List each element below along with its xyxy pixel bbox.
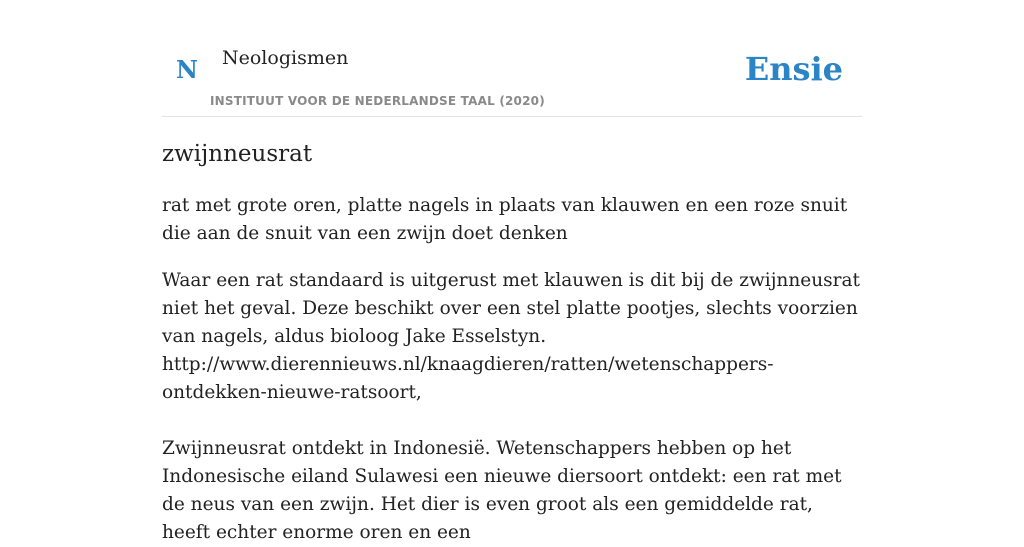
- entry-term: zwijnneusrat: [162, 141, 313, 167]
- entry-card: [162, 0, 862, 543]
- paragraph-spacer: [162, 407, 862, 435]
- example-source-link: http://www.dierennieuws.nl/knaagdieren/ratten/wetenschappers-ontdekken-nieuwe-ratsoort,: [162, 354, 774, 403]
- source-header: [162, 0, 862, 117]
- entry-definition: rat met grote oren, platte nagels in plaats van klauwen en een roze snuit die aan de snuit van een zwijn doet denken: [162, 195, 848, 244]
- entry-example: [162, 267, 862, 547]
- example-paragraph: Waar een rat standaard is uitgerust met klauwen is dit bij de zwijnneusrat niet het geval. Deze beschikt over een stel platte pootjes, slechts voorzien van nagels, aldus bioloog Jake Esselstyn.: [162, 270, 860, 347]
- source-initial-badge: N: [176, 55, 198, 84]
- source-publisher: INSTITUUT VOOR DE NEDERLANDSE TAAL (2020): [210, 94, 545, 108]
- ensie-logo[interactable]: Ensie: [744, 50, 843, 88]
- example-paragraph: Zwijnneusrat ontdekt in Indonesië. Wetenschappers hebben op het Indonesische eiland Sulawesi een nieuwe diersoort ontdekt: een rat met de neus van een zwijn. Het dier is even groot als een gemiddelde rat, heeft echter enorme oren en een: [162, 438, 842, 543]
- source-title-link[interactable]: Neologismen: [222, 47, 349, 69]
